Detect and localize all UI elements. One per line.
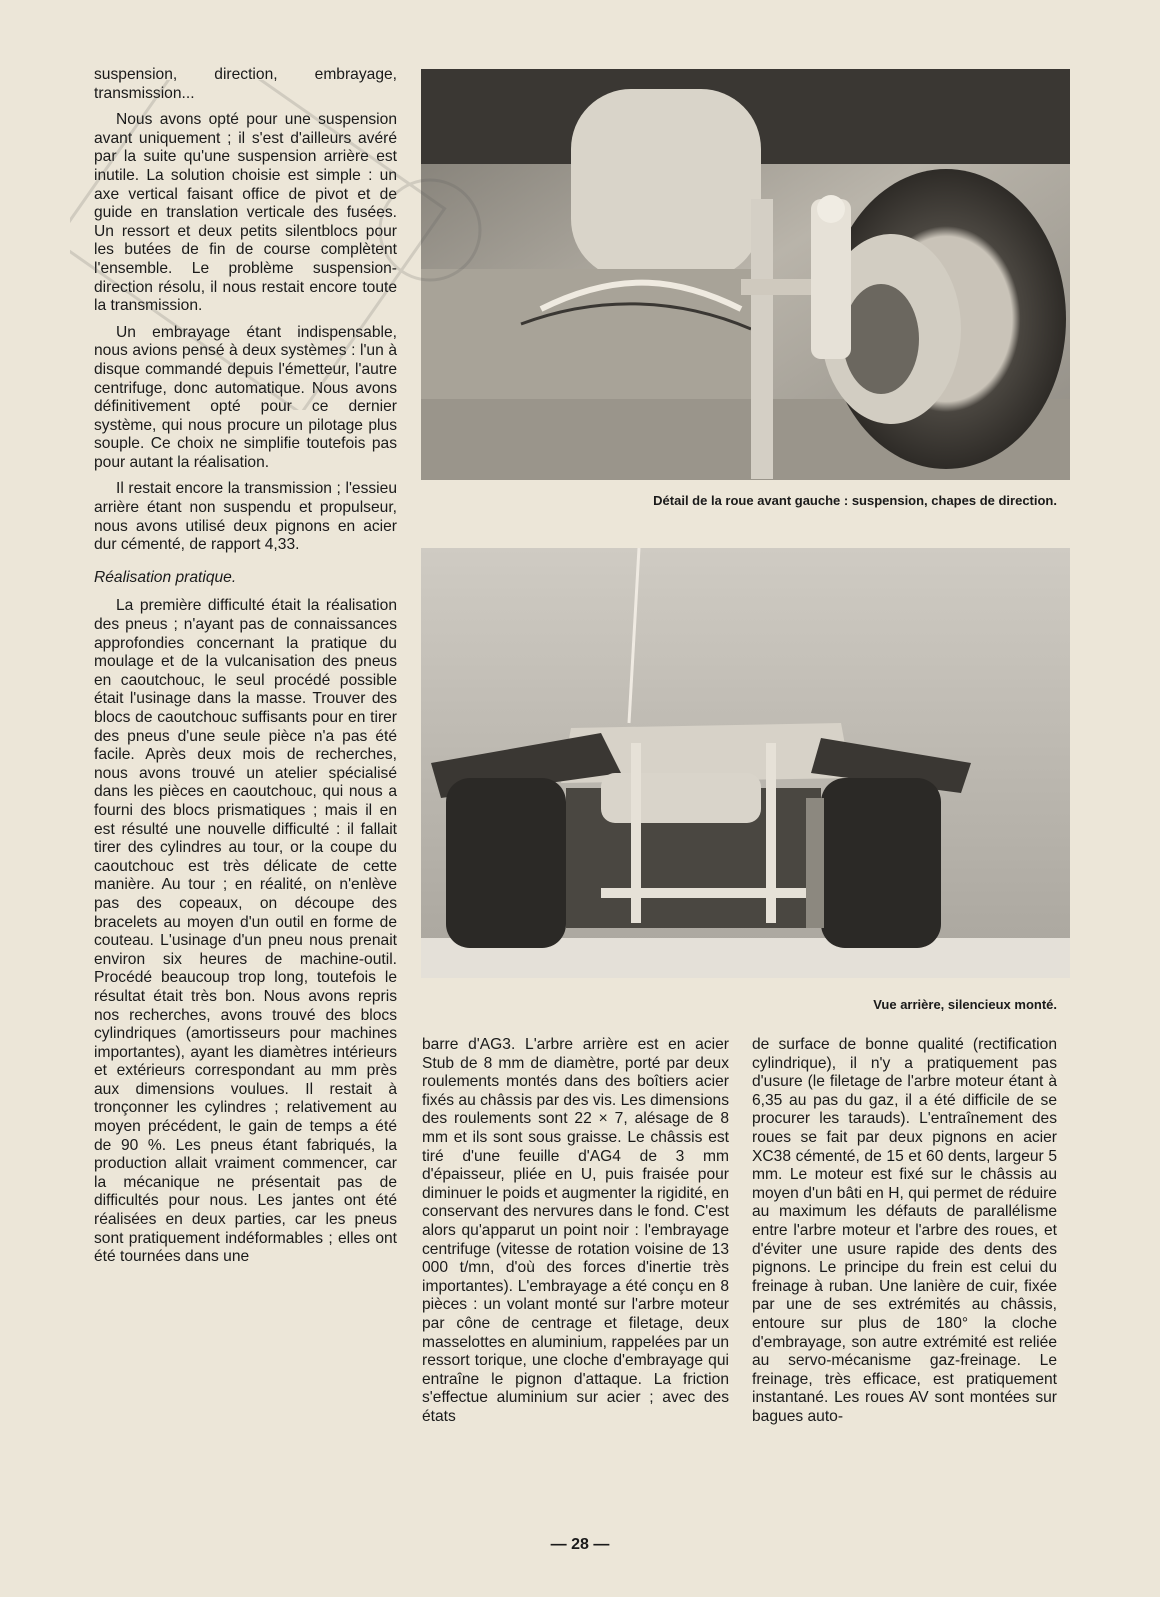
- page-number: — 28 —: [550, 1536, 610, 1553]
- text-column-right: [752, 1036, 1057, 1426]
- paragraph: suspension, direction, embrayage, transmission...: [94, 66, 397, 102]
- text-column-middle: [422, 1036, 729, 1426]
- paragraph: Un embrayage étant indispensable, nous avions pensé à deux systèmes : l'un à disque commandé depuis l'émetteur, l'autre centrifuge, donc automatique. Nous avons définitivement opté pour ce dernier système, qui nous procure un pilotage plus souple. Ce choix ne simplifie toutefois pas pour autant la réalisation.: [94, 323, 397, 471]
- paragraph: Il restait encore la transmission ; l'essieu arrière étant non suspendu et propulseur, nous avons utilisé deux pignons en acier dur cémenté, de rapport 4,33.: [94, 480, 397, 554]
- section-heading: Réalisation pratique.: [94, 568, 237, 586]
- text-column-left: [94, 66, 397, 1267]
- paragraph: de surface de bonne qualité (rectification cylindrique), il n'y a pratiquement pas d'usure (le filetage de l'arbre moteur étant à 6,35 au pas du gaz, il a été difficile de se procurer les tarauds). L'entraînement des roues se fait par deux pignons en acier XC38 cémenté, de 15 et 60 dents, largeur 5 mm. Le moteur est fixé sur le châssis au moyen d'un bâti en H, qui permet de réduire au maximum les défauts de parallélisme entre l'arbre moteur et l'arbre des roues, et d'éviter une usure rapide des dents des pignons. Le principe du frein est celui du freinage à ruban. Une lanière de cuir, fixée par une de ses extrémités au châssis, entoure sur plus de 180° la cloche d'embrayage, son autre extrémité est reliée au servo-mécanisme gaz-freinage. Le freinage, très efficace, est pratiquement instantané. Les roues AV sont montées sur bagues auto-: [752, 1036, 1057, 1425]
- paragraph: La première difficulté était la réalisation des pneus ; n'ayant pas de connaissances approfondies concernant la pratique du moulage et de la vulcanisation des pneus en caoutchouc, le seul procédé possible était l'usinage dans la masse. Trouver des blocs de caoutchouc suffisants pour en tirer des pneus d'une seule pièce n'a pas été facile. Après deux mois de recherches, nous avons trouvé un atelier spécialisé dans les pièces en caoutchouc, qui nous a fourni des blocs prismatiques ; mais il en est résulté une nouvelle difficulté : il fallait tirer des cylindres au tour, or la coupe du caoutchouc est très délicate de cette manière. Au tour ; en réalité, on n'enlève pas des copeaux, on découpe des bracelets au moyen d'un outil en forme de couteau. L'usinage d'un pneu nous prenait environ six heures de machine-outil. Procédé beaucoup trop long, toutefois le résultat était très bon. Nous avons repris nos recherches, avons trouvé des blocs cylindriques (amortisseurs pour machines importantes), ayant les diamètres intérieurs et extérieurs correspondant au mm près aux dimensions voulues. Il restait à tronçonner les cylindres ; relativement au moyen précédent, le gain de temps a été de 90 %. Les pneus étant fabriqués, la production allait vraiment commencer, car la mécanique ne présentait pas de difficultés pour nous. Les jantes ont été réalisées en deux parties, car les pneus sont pratiquement indéformables ; elles ont été tournées dans une: [94, 597, 397, 1266]
- photo-caption: Vue arrière, silencieux monté.: [873, 997, 1057, 1012]
- photo-rear-view-image: [421, 548, 1070, 978]
- photo-front-wheel-detail: [421, 69, 1070, 480]
- paragraph: Nous avons opté pour une suspension avant uniquement ; il s'est d'ailleurs avéré par la suite qu'une suspension arrière est inutile. La solution choisie est simple : un axe vertical faisant office de pivot et de guide en translation verticale des fusées. Un ressort et deux petits silentblocs pour les butées de fin de course complètent l'ensemble. Le problème suspension-direction résolu, il nous restait encore toute la transmission.: [94, 111, 397, 315]
- paragraph: barre d'AG3. L'arbre arrière est en acier Stub de 8 mm de diamètre, porté par deux roulements montés dans des boîtiers acier fixés au châssis par des vis. Les dimensions des roulements sont 22 × 7, alésage de 8 mm et ils sont sous graisse. Le châssis est tiré d'une feuille d'AG4 de 3 mm d'épaisseur, pliée en U, puis fraisée pour diminuer le poids et augmenter la rigidité, en conservant des nervures dans le fond. C'est alors qu'apparut un point noir : l'embrayage centrifuge (vitesse de rotation voisine de 13 000 t/mn, d'où des forces d'inertie très importantes). L'embrayage a été conçu en 8 pièces : un volant monté sur l'arbre moteur par cône de centrage et filetage, deux masselottes en aluminium, rappelées par un ressort torique, une cloche d'embrayage qui entraîne le pignon d'attaque. La friction s'effectue aluminium sur acier ; avec des états: [422, 1036, 729, 1425]
- photo-caption: Détail de la roue avant gauche : suspension, chapes de direction.: [653, 493, 1057, 508]
- photo-rear-view: [421, 548, 1070, 978]
- photo-front-wheel-image: [421, 69, 1070, 480]
